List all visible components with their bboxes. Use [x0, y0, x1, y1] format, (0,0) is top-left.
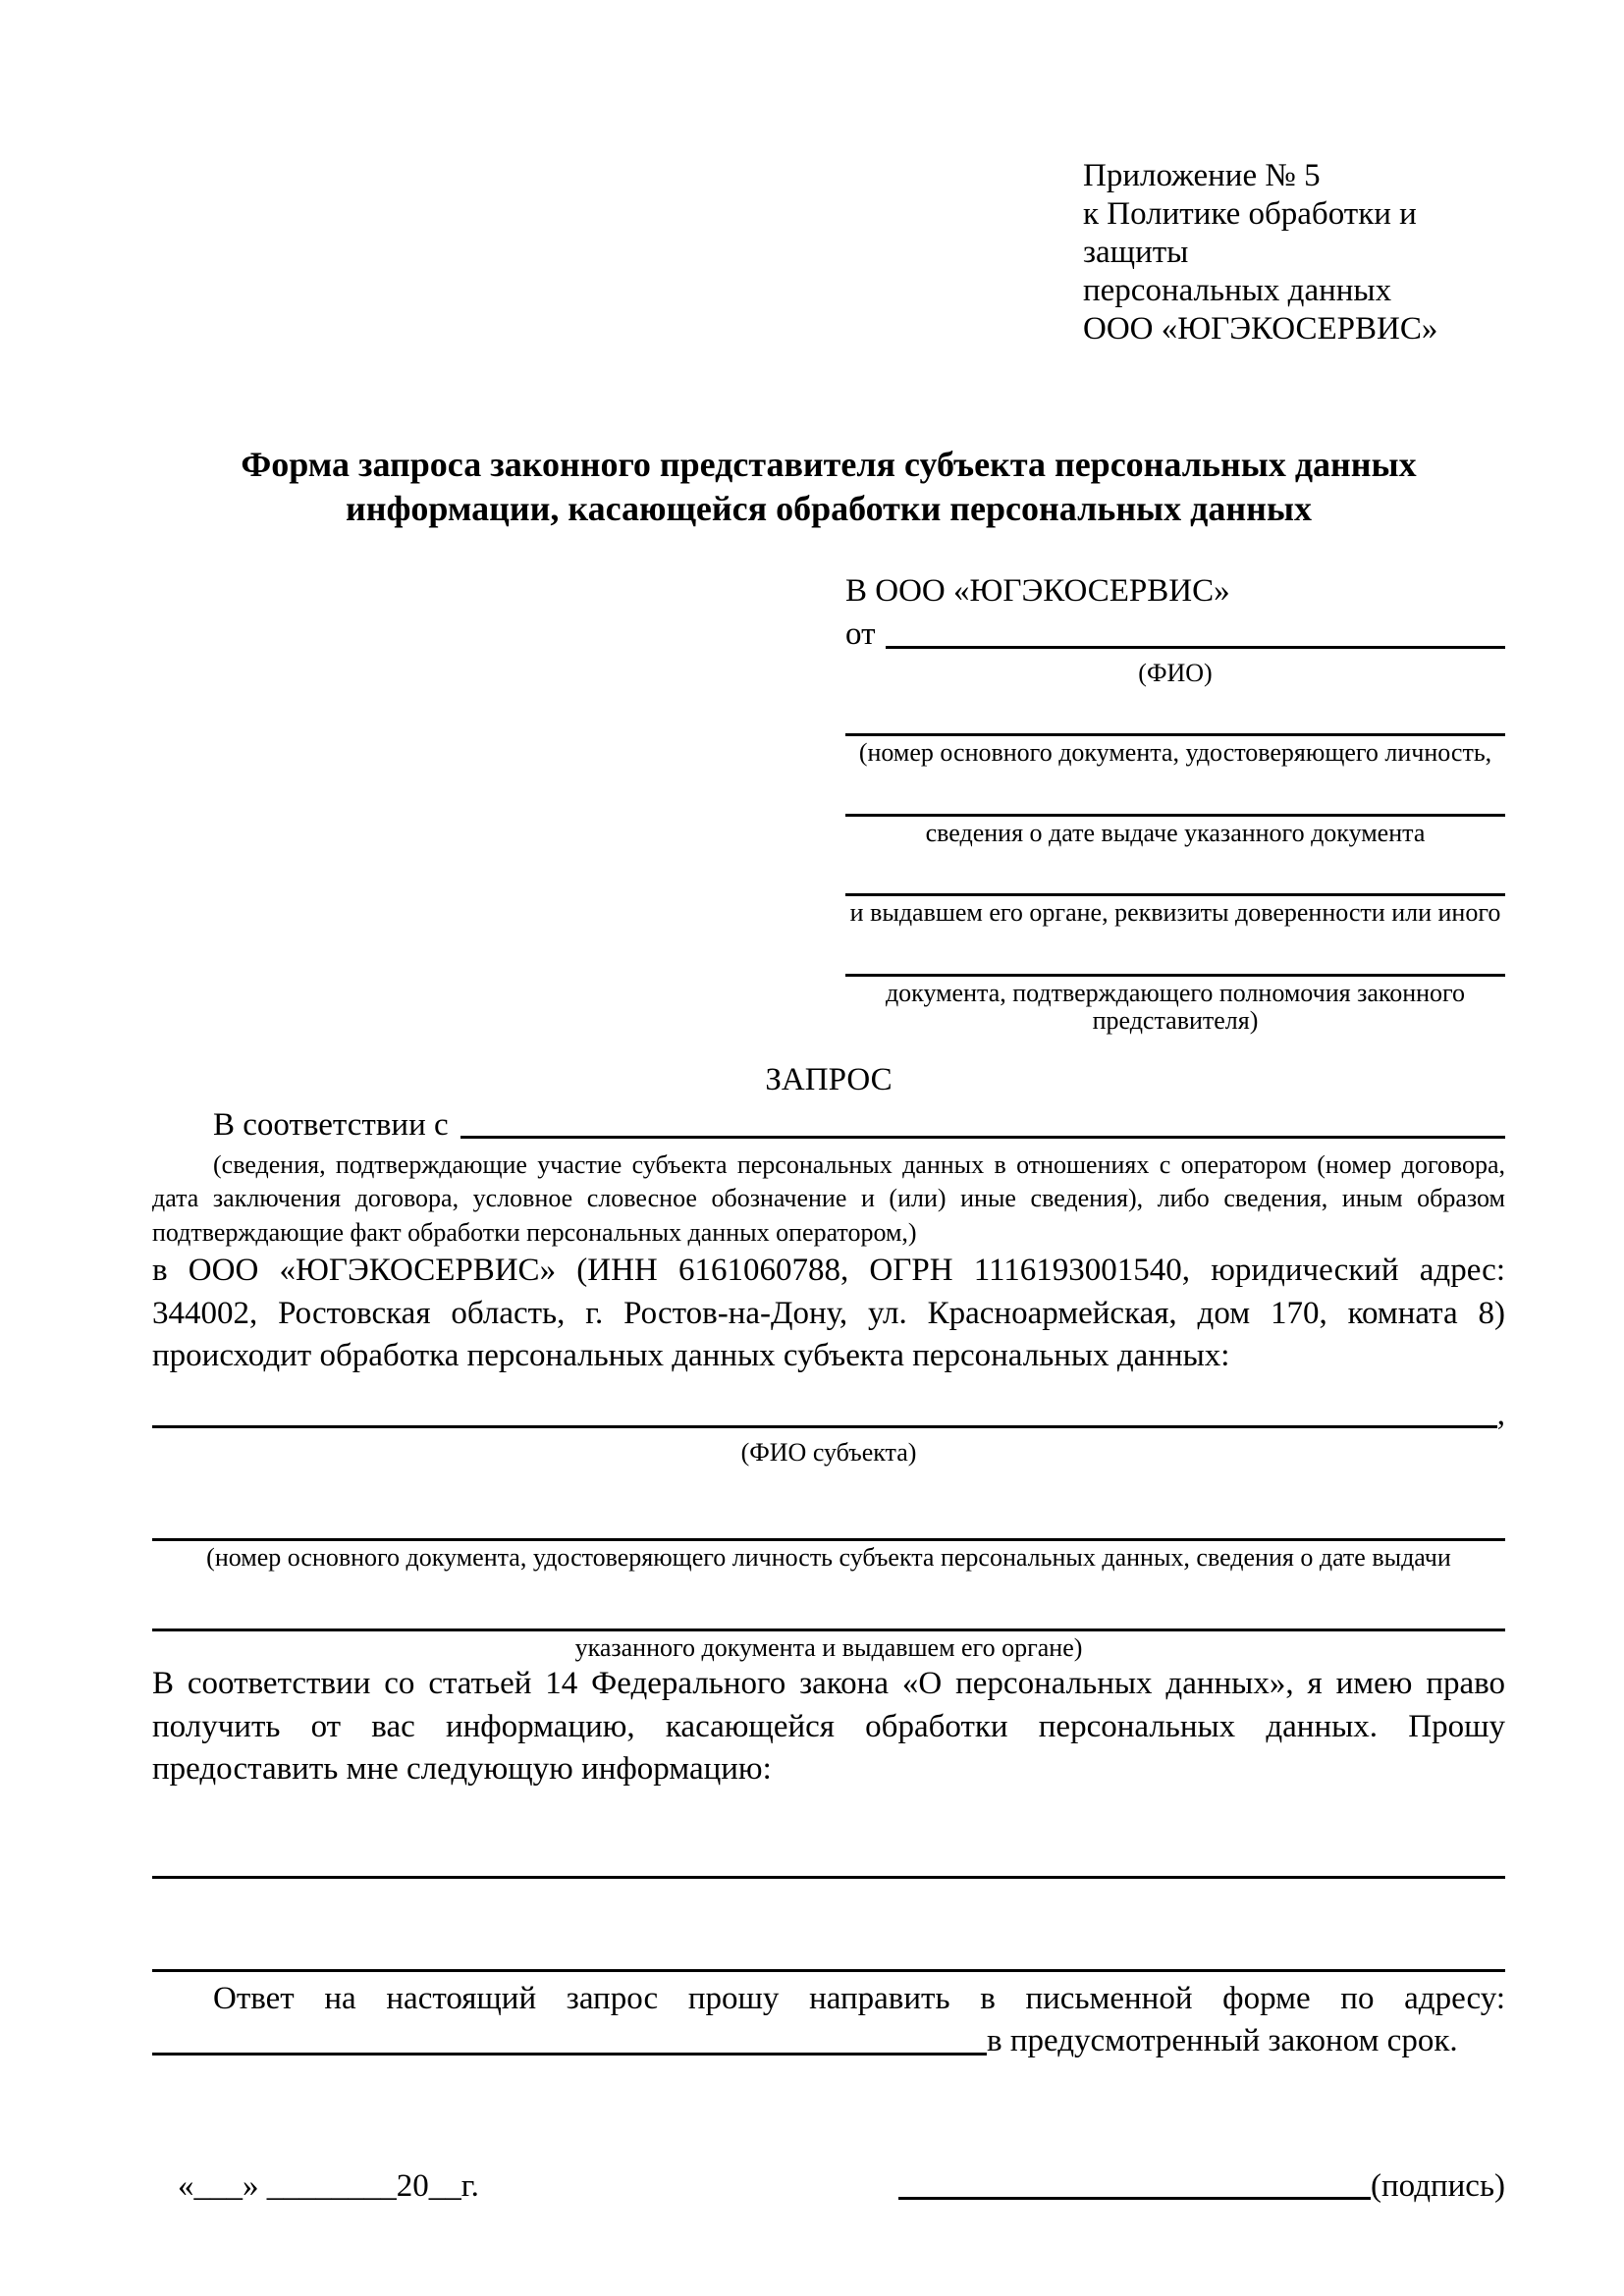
representative-document-blank-line [845, 776, 1505, 817]
subject-document-caption-2: указанного документа и выдавшем его органе) [574, 1633, 1083, 1663]
requested-information-blank-line [152, 1930, 1505, 1972]
operator-paragraph: в ООО «ЮГЭКОСЕРВИС» (ИНН 6161060788, ОГРН 1116193001540, юридический адрес: 344002, Ростовская область, г. Ростов-на-Дону, ул. Красноармейская, дом 170, комната 8) происходит обработка персональных данных субъекта персональных данных: [152, 1253, 1505, 1374]
addressee-to-line: В ООО «ЮГЭКОСЕРВИС» [845, 573, 1230, 610]
form-title-line-2: информации, касающейся обработки персональных данных [346, 489, 1312, 529]
subject-fio-trailing-comma: , [1496, 1396, 1505, 1432]
form-title [152, 443, 1505, 532]
appendix-reference-block [1083, 157, 1505, 348]
signature-caption: (подпись) [1371, 2167, 1505, 2204]
rights-paragraph: В соответствии со статьей 14 Федерального закона «О персональных данных», я имею право получить от вас информацию, касающейся обработки персональных данных. Прошу предоставить мне следующую информацию: [152, 1666, 1505, 1788]
form-title-line-1: Форма запроса законного представителя субъекта персональных данных [241, 444, 1417, 484]
subject-fio-blank-line [152, 1425, 1497, 1428]
representative-document-blank-line [845, 856, 1505, 896]
reply-address-blank-line [152, 2053, 987, 2056]
from-field-row [845, 614, 1505, 657]
footer-row [152, 2165, 1505, 2209]
basis-fine-print: (сведения, подтверждающие участие субъекта персональных данных в отношениях с оператором (номер договора, дата заключения договора, условное словесное обозначение и (или) иные сведения), либо сведения, иным образом подтверждающие факт обработки персональных данных оператором,) [152, 1150, 1505, 1247]
appendix-line: персональных данных [1083, 272, 1392, 308]
reply-address-line-1: Ответ на настоящий запрос прошу направить в письменной форме по адресу: [213, 1980, 1505, 2016]
document-content [152, 157, 1505, 2208]
signature-group [898, 2165, 1505, 2209]
representative-document-caption: сведения о дате выдаче указанного документа [925, 818, 1426, 847]
basis-prefix: В соответствии с [213, 1106, 449, 1143]
signature-blank-line [898, 2197, 1371, 2200]
reply-deadline-text: в предусмотренный законом срок. [987, 2023, 1458, 2059]
representative-document-caption: (номер основного документа, удостоверяющего личность, [858, 738, 1492, 768]
subject-document-blank-line [152, 1501, 1505, 1541]
appendix-line: Приложение № 5 [1083, 158, 1321, 193]
representative-document-blank-line [845, 696, 1505, 736]
from-name-blank-line [886, 646, 1506, 649]
appendix-line: к Политике обработки и защиты [1083, 195, 1417, 270]
reply-address-line-2 [152, 2020, 1505, 2063]
requested-information-blank-line [152, 1837, 1505, 1879]
subject-document-caption-1: (номер основного документа, удостоверяющего личность субъекта персональных данных, сведения о дате выдачи [206, 1542, 1451, 1572]
subject-fio-caption: (ФИО субъекта) [740, 1438, 917, 1468]
basis-field-row [152, 1104, 1505, 1148]
appendix-line: ООО «ЮГЭКОСЕРВИС» [1083, 310, 1438, 347]
request-heading: ЗАПРОС [765, 1062, 893, 1098]
representative-document-blank-line [845, 936, 1505, 977]
representative-document-caption: и выдавшем его органе, реквизиты доверенности или иного [849, 898, 1501, 928]
date-blank: «___» ________20__г. [178, 2167, 479, 2204]
from-label: от [845, 615, 876, 652]
representative-document-caption: документа, подтверждающего полномочия законного представителя) [885, 978, 1466, 1036]
basis-blank-line [460, 1136, 1505, 1139]
subject-document-blank-line [152, 1591, 1505, 1631]
fio-caption: (ФИО) [1138, 658, 1213, 687]
addressee-block [845, 570, 1505, 1036]
subject-fio-field-row [152, 1394, 1505, 1437]
